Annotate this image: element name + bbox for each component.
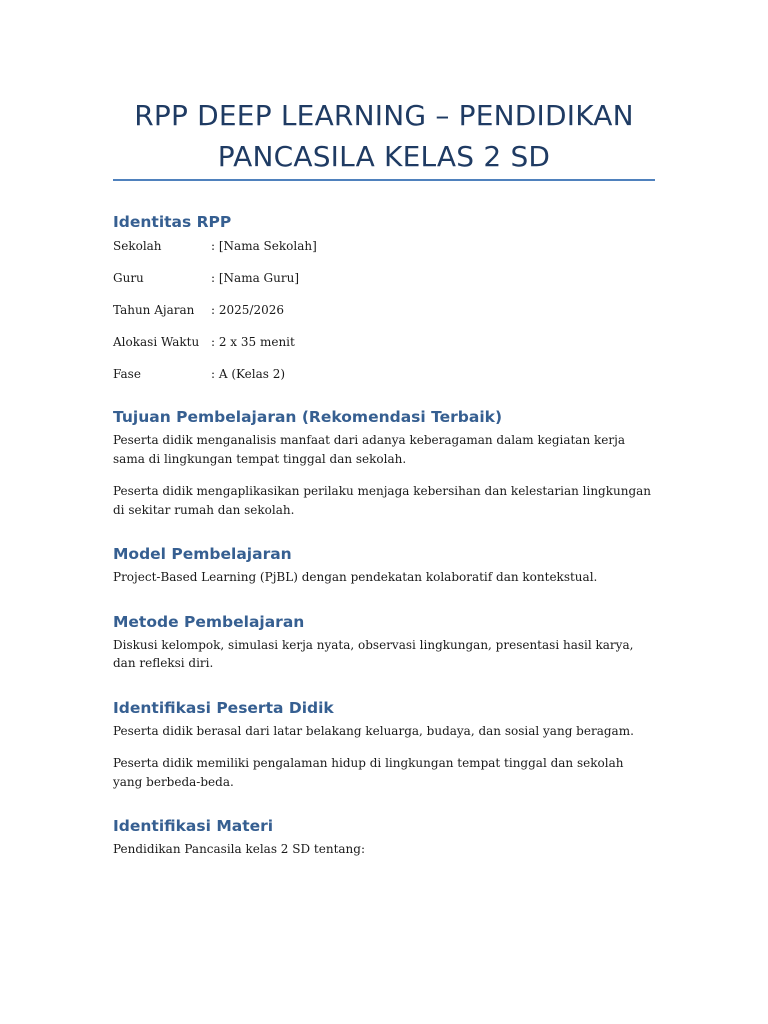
identity-value: : [Nama Guru] [211,271,300,285]
heading-identitas: Identitas RPP [113,213,232,231]
section-tujuan [113,406,655,519]
materi-paragraph: Pendidikan Pancasila kelas 2 SD tentang: [113,842,365,856]
section-metode [113,611,655,673]
heading-peserta: Identifikasi Peserta Didik [113,698,334,717]
heading-tujuan: Tujuan Pembelajaran (Rekomendasi Terbaik) [113,408,503,426]
identity-value: : [Nama Sekolah] [211,239,317,253]
identity-value: : 2025/2026 [211,303,284,317]
identity-table [113,235,655,395]
section-identitas [113,211,655,395]
identity-row [113,363,655,395]
heading-metode: Metode Pembelajaran [113,612,305,631]
identity-row [113,299,655,331]
section-model [113,543,655,587]
identity-label: Tahun Ajaran [113,303,195,317]
identity-row [113,267,655,299]
metode-paragraph: Diskusi kelompok, simulasi kerja nyata, observasi lingkungan, presentasi hasil karya, dan refleksi diri. [113,637,634,670]
tujuan-paragraph: Peserta didik mengaplikasikan perilaku menjaga kebersihan dan kelestarian lingkungan di sekitar rumah dan sekolah. [113,484,652,517]
section-peserta [113,697,655,792]
document-body [113,211,655,859]
identity-label: Fase [113,367,141,381]
heading-materi: Identifikasi Materi [113,817,274,835]
model-paragraph: Project-Based Learning (PjBL) dengan pendekatan kolaboratif dan kontekstual. [113,570,598,584]
identity-label: Alokasi Waktu [113,335,200,349]
tujuan-paragraph: Peserta didik menganalisis manfaat dari adanya keberagaman dalam kegiatan kerja sama di lingkungan tempat tinggal dan sekolah. [113,433,625,466]
section-materi [113,815,655,859]
document-title: RPP DEEP LEARNING – PENDIDIKAN PANCASILA KELAS 2 SD [134,99,634,173]
identity-row [113,235,655,267]
title-underline [113,179,655,181]
identity-value: : A (Kelas 2) [211,367,286,381]
identity-label: Guru [113,271,144,285]
identity-value: : 2 x 35 menit [211,335,295,349]
identity-label: Sekolah [113,239,162,253]
peserta-paragraph: Peserta didik memiliki pengalaman hidup di lingkungan tempat tinggal dan sekolah yang berbeda-beda. [113,756,624,789]
identity-row [113,331,655,363]
peserta-paragraph: Peserta didik berasal dari latar belakang keluarga, budaya, dan sosial yang beragam. [113,723,634,738]
heading-model: Model Pembelajaran [113,545,292,563]
